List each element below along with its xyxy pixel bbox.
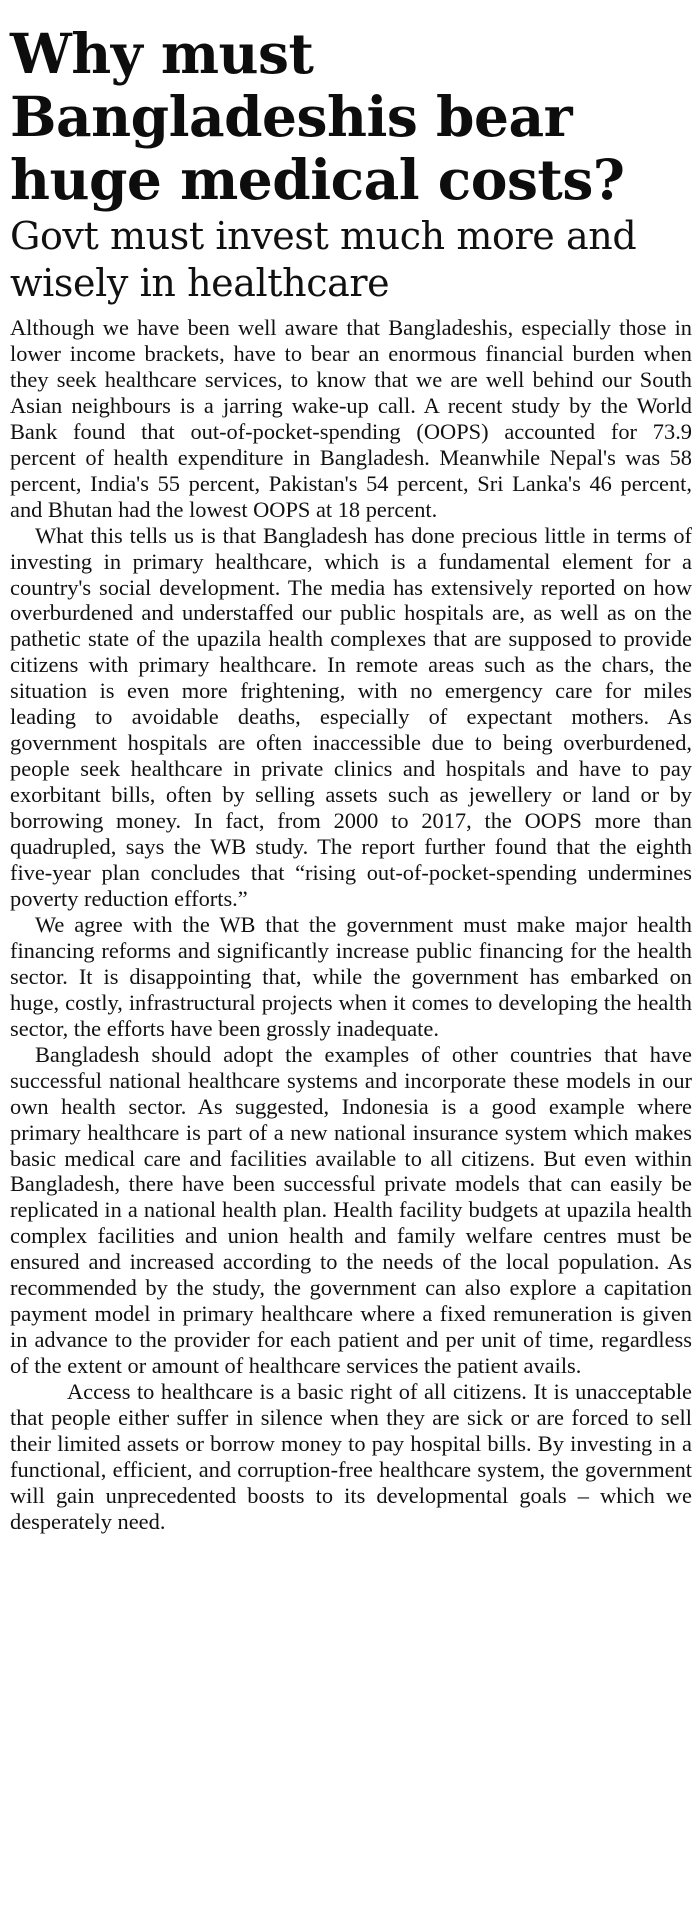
headline: Why must Bangladeshis bear huge medical costs?	[10, 21, 625, 212]
paragraph-1: Although we have been well aware that Bangladeshis, especially those in lower income brackets, have to bear an enormous financial burden when they seek healthcare services, to know that we are well behind our South Asian neighbours is a jarring wake-up call. A recent study by the World Bank found that out-of-pocket-spending (OOPS) accounted for 73.9 percent of health expenditure in Bangladesh. Meanwhile Nepal's was 58 percent, India's 55 percent, Pakistan's 54 percent, Sri Lanka's 46 percent, and Bhutan had the lowest OOPS at 18 percent.	[10, 315, 692, 522]
paragraph-3: We agree with the WB that the government must make major health financing reforms and significantly increase public financing for the health sector. It is disappointing that, while the government has embarked on huge, costly, infrastructural projects when it comes to developing the health sector, the efforts have been grossly inadequate.	[10, 911, 692, 1041]
editorial-article	[10, 22, 692, 1535]
subheadline: Govt must invest much more and wisely in healthcare	[10, 214, 637, 305]
paragraph-2: What this tells us is that Bangladesh has done precious little in terms of investing in primary healthcare, which is a fundamental element for a country's social development. The media has extensively reported on how overburdened and understaffed our public hospitals are, as well as on the pathetic state of the upazila health complexes that are supposed to provide citizens with primary healthcare. In remote areas such as the chars, the situation is even more frightening, with no emergency care for miles leading to avoidable deaths, especially of expectant mothers. As government hospitals are often inaccessible due to being overburdened, people seek healthcare in private clinics and hospitals and have to pay exorbitant bills, often by selling assets such as jewellery or land or by borrowing money. In fact, from 2000 to 2017, the OOPS more than quadrupled, says the WB study. The report further found that the eighth five-year plan concludes that “rising out-of-pocket-spending undermines poverty reduction efforts.”	[10, 522, 692, 911]
paragraph-4: Bangladesh should adopt the examples of other countries that have successful national healthcare systems and incorporate these models in our own health sector. As suggested, Indonesia is a good example where primary healthcare is part of a new national insurance system which makes basic medical care and facilities available to all citizens. But even within Bangladesh, there have been successful private models that can easily be replicated in a national health plan. Health facility budgets at upazila health complex facilities and union health and family welfare centres must be ensured and increased according to the needs of the local population. As recommended by the study, the government can also explore a capitation payment model in primary healthcare where a fixed remuneration is given in advance to the provider for each patient and per unit of time, regardless of the extent or amount of healthcare services the patient avails.	[10, 1041, 692, 1379]
article-body	[10, 315, 692, 1535]
paragraph-5: Access to healthcare is a basic right of all citizens. It is unacceptable that people either suffer in silence when they are sick or are forced to sell their limited assets or borrow money to pay hospital bills. By investing in a functional, efficient, and corruption-free healthcare system, the government will gain unprecedented boosts to its developmental goals – which we desperately need.	[10, 1379, 692, 1534]
